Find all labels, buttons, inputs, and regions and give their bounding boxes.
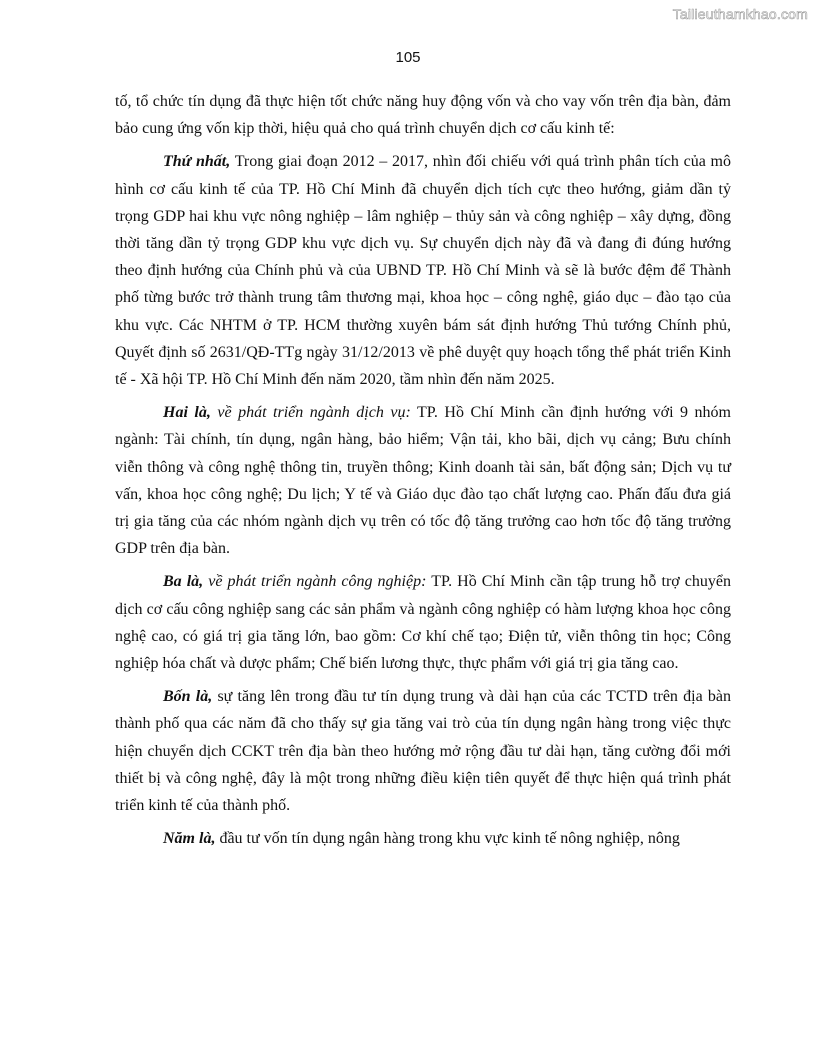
paragraph-nam-la (115, 825, 731, 852)
paragraph-lead: Thứ nhất, (163, 153, 231, 171)
paragraph-bon-la (115, 683, 731, 819)
paragraph-topic: về phát triển ngành dịch vụ: (210, 404, 411, 422)
watermark: Tailieuthamkhao.com (672, 6, 808, 22)
paragraph-lead: Năm là, (163, 830, 216, 848)
paragraph-hai-la (115, 399, 731, 562)
paragraph-text: sự tăng lên trong đầu tư tín dụng trung và dài hạn của các TCTD trên địa bàn thành phố qua các năm đã cho thấy sự gia tăng vai trò của tín dụng ngân hàng trong việc thực hiện chuyển dịch CCKT trên địa bàn theo hướng mở rộng đầu tư dài hạn, tăng cường đổi mới thiết bị và công nghệ, đây là một trong những điều kiện tiên quyết để thực hiện quá trình phát triển kinh tế của thành phố. (115, 688, 731, 815)
paragraph-lead: Hai là, (163, 404, 211, 422)
paragraph-thu-nhat (115, 148, 731, 393)
paragraph-text: TP. Hồ Chí Minh cần tập trung hỗ trợ chuyển dịch cơ cấu công nghiệp sang các sản phẩm và ngành công nghiệp có hàm lượng khoa học công nghệ cao, có giá trị gia tăng lớn, bao gồm: Cơ khí chế tạo; Điện tử, viễn thông tin học; Công nghiệp hóa chất và dược phẩm; Chế biến lương thực, thực phẩm với giá trị gia tăng cao. (115, 573, 732, 673)
document-body (115, 88, 731, 852)
paragraph-text: Trong giai đoạn 2012 – 2017, nhìn đối chiếu với quá trình phân tích của mô hình cơ cấu kinh tế của TP. Hồ Chí Minh đã chuyển dịch tích cực theo hướng, giảm dần tỷ trọng GDP hai khu vực nông nghiệp – lâm nghiệp – thủy sản và công nghiệp – xây dựng, đồng thời tăng dần tỷ trọng GDP khu vực dịch vụ. Sự chuyển dịch này đã và đang đi đúng hướng theo định hướng của Chính phủ và của UBND TP. Hồ Chí Minh và sẽ là bước đệm để Thành phố từng bước trở thành trung tâm thương mại, khoa học – công nghệ, giáo dục – đào tạo của khu vực. Các NHTM ở TP. HCM thường xuyên bám sát định hướng Thủ tướng Chính phủ, Quyết định số 2631/QĐ-TTg ngày 31/12/2013 về phê duyệt quy hoạch tổng thể phát triển Kinh tế - Xã hội TP. Hồ Chí Minh đến năm 2020, tầm nhìn đến năm 2025. (115, 153, 731, 389)
paragraph-text: tố, tổ chức tín dụng đã thực hiện tốt chức năng huy động vốn và cho vay vốn trên địa bàn, đảm bảo cung ứng vốn kịp thời, hiệu quả cho quá trình chuyển dịch cơ cấu kinh tế: (115, 93, 731, 138)
paragraph-text: đầu tư vốn tín dụng ngân hàng trong khu vực kinh tế nông nghiệp, nông (215, 830, 680, 848)
paragraph-intro-continuation (115, 88, 731, 142)
paragraph-topic: về phát triển ngành công nghiệp: (203, 573, 427, 591)
page-number: 105 (395, 49, 421, 66)
paragraph-ba-la (115, 568, 731, 677)
paragraph-lead: Bốn là, (163, 688, 213, 706)
paragraph-text: TP. Hồ Chí Minh cần định hướng với 9 nhóm ngành: Tài chính, tín dụng, ngân hàng, bảo hiểm; Vận tải, kho bãi, dịch vụ cảng; Bưu chính viễn thông và công nghệ thông tin, truyền thông; Kinh doanh tài sản, bất động sản; Dịch vụ tư vấn, khoa học công nghệ; Du lịch; Y tế và Giáo dục đào tạo chất lượng cao. Phấn đấu đưa giá trị gia tăng của các nhóm ngành dịch vụ trên có tốc độ tăng trưởng cao hơn tốc độ tăng trưởng GDP trên địa bàn. (115, 404, 731, 558)
paragraph-lead: Ba là, (163, 573, 204, 591)
